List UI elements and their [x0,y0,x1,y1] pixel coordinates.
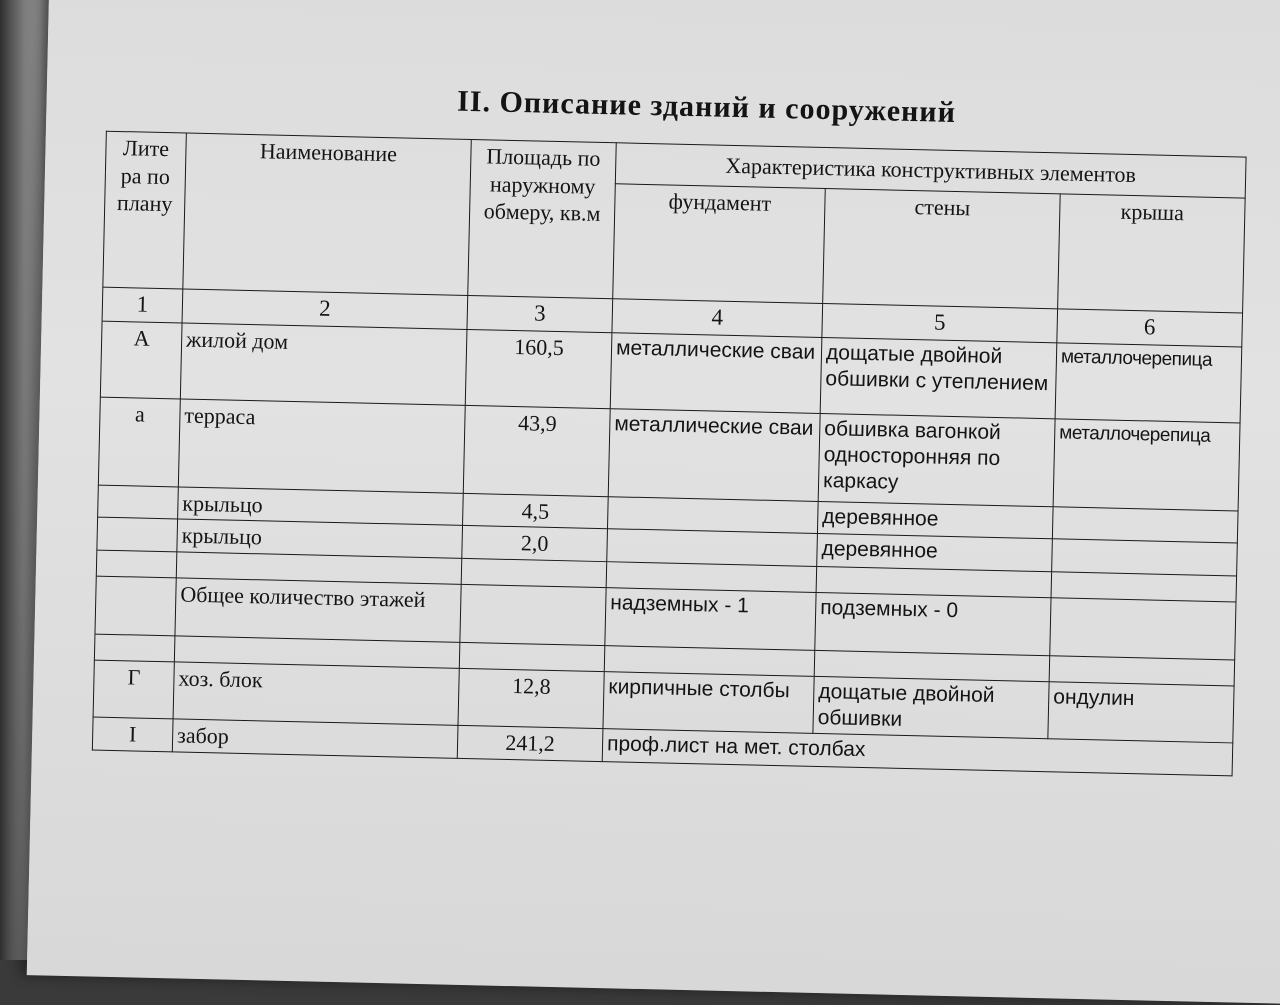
cell-walls: дощатые двойной обшивки [813,676,1049,739]
cell-name: жилой дом [180,323,467,405]
cell-litera: I [92,717,173,751]
column-number: 2 [182,289,468,329]
cell-foundation [607,529,818,566]
cell-foundation: металлические сваи [610,332,822,413]
cell-litera: Г [93,660,174,719]
cell-litera [96,550,177,578]
cell-area: 160,5 [465,329,612,408]
paper-sheet [27,0,1280,1005]
cell-foundation [607,496,818,533]
cell-name: Общее количество этажей [175,578,461,642]
cell-area: 4,5 [463,493,609,529]
cell-area: 12,8 [458,668,604,729]
cell-area: 43,9 [463,405,610,496]
cell-area [459,642,605,671]
header-roof: крыша [1058,194,1246,313]
header-foundation: фундамент [613,184,826,304]
cell-walls: подземных - 0 [815,592,1051,655]
header-walls: стены [823,189,1061,309]
cell-walls: обшивка вагонкой односторонняя по каркасу [818,413,1055,506]
document [92,77,1267,777]
cell-area [461,558,607,587]
cell-litera [98,485,179,519]
cell-litera [94,634,175,662]
page-title: II. Описание зданий и сооружений [456,84,957,129]
cell-foundation: металлические сваи [608,408,820,501]
cell-litera: А [100,321,182,399]
cell-roof [1050,598,1236,660]
cell-walls: деревянное [817,501,1053,539]
cell-roof [1052,507,1238,544]
column-number: 5 [822,304,1058,343]
header-characteristics: Характеристика конструктивных элементов [615,143,1246,198]
cell-walls: дощатые двойной обшивки с утеплением [820,337,1057,418]
cell-foundation: проф.лист на мет. столбах [602,729,1233,776]
header-litera: Лите ра по плану [103,131,187,289]
column-number: 1 [102,287,183,323]
cell-roof: ондулин [1048,681,1234,743]
cell-name: хоз. блок [173,662,459,726]
cell-area [460,584,606,645]
cell-litera [95,576,176,636]
column-number: 4 [612,299,823,338]
cell-area: 2,0 [462,526,608,562]
cell-litera [97,517,178,551]
cell-litera: а [98,397,180,487]
cell-roof: металлочерепица [1055,343,1242,423]
cell-walls: деревянное [817,534,1053,572]
cell-name: забор [172,719,458,758]
cell-foundation: надземных - 1 [605,587,816,650]
cell-name: терраса [178,399,465,493]
cell-roof: металлочерепица [1053,419,1240,511]
cell-roof [1052,539,1238,576]
cell-name: крыльцо [178,487,464,526]
cell-foundation: кирпичные столбы [603,671,814,733]
cell-area: 241,2 [457,726,603,762]
column-number: 3 [467,295,613,332]
cell-name: крыльцо [177,519,463,558]
buildings-table [92,131,1247,776]
header-area: Площадь по наружному обмеру, кв.м [468,139,617,298]
header-name: Наименование [183,133,471,295]
column-number: 6 [1057,309,1243,347]
